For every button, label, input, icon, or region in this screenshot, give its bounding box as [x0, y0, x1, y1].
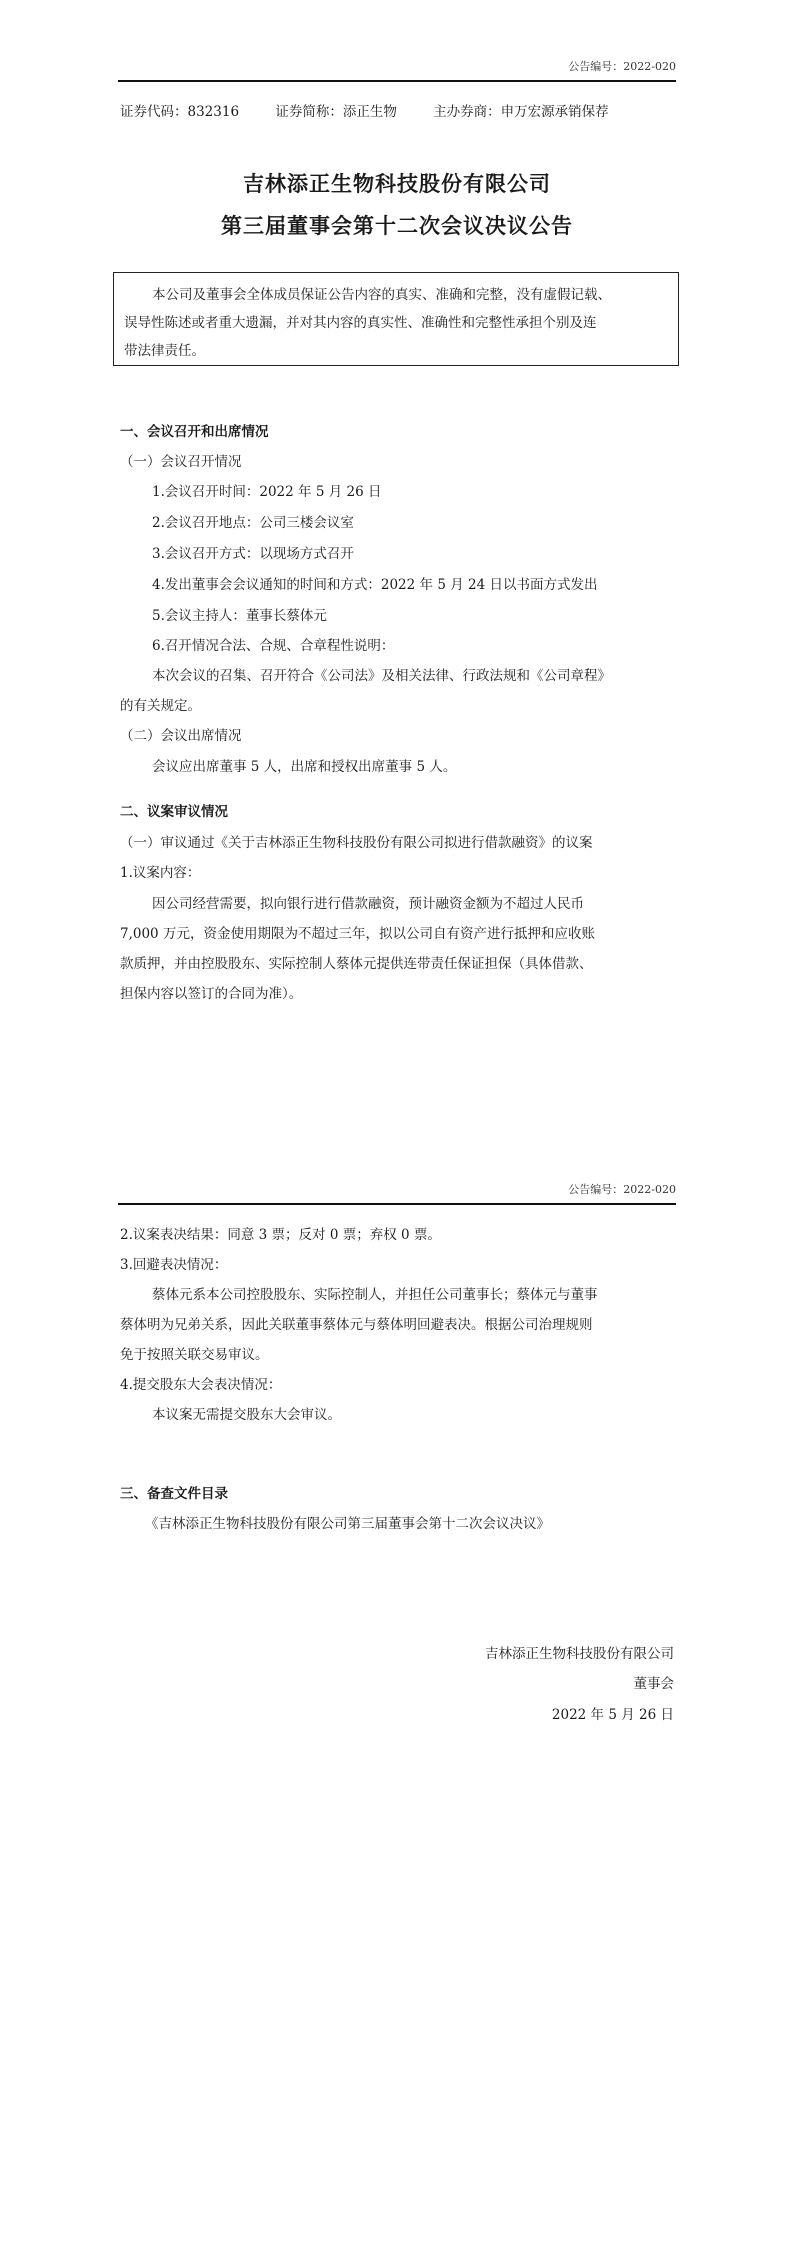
section3-heading: 三、备查文件目录 — [120, 1486, 228, 1502]
recusal-line: 蔡体明为兄弟关系，因此关联董事蔡体元与蔡体明回避表决。根据公司治理规则 — [120, 1317, 593, 1333]
motion-content-label: 1.议案内容： — [120, 865, 201, 881]
section1-heading: 一、会议召开和出席情况 — [120, 424, 269, 440]
motion-content-line: 款质押，并由控股股东、实际控制人蔡体元提供连带责任保证担保（具体借款、 — [120, 956, 593, 972]
meeting-host: 5.会议主持人：董事长蔡体元 — [152, 608, 327, 624]
signature-company: 吉林添正生物科技股份有限公司 — [485, 1646, 674, 1662]
compliance-label: 6.召开情况合法、合规、合章程性说明： — [152, 638, 395, 654]
signature-board: 董事会 — [633, 1676, 674, 1692]
compliance-text: 本次会议的召集、召开符合《公司法》及相关法律、行政法规和《公司章程》 — [152, 668, 611, 684]
security-code: 证券代码：832316 — [120, 104, 240, 120]
meeting-method: 3.会议召开方式：以现场方式召开 — [152, 546, 354, 562]
header-rule — [118, 80, 676, 82]
meeting-time: 1.会议召开时间：2022 年 5 月 26 日 — [152, 484, 382, 500]
section1-sub1: （一）会议召开情况 — [120, 454, 242, 470]
reference-document: 《吉林添正生物科技股份有限公司第三届董事会第十二次会议决议》 — [145, 1516, 550, 1532]
header-rule — [118, 1203, 676, 1205]
motion-title: （一）审议通过《关于吉林添正生物科技股份有限公司拟进行借款融资》的议案 — [120, 835, 593, 851]
motion-content-line: 因公司经营需要，拟向银行进行借款融资，预计融资金额为不超过人民币 — [152, 896, 584, 912]
shareholder-label: 4.提交股东大会表决情况： — [120, 1377, 282, 1393]
recusal-line: 免于按照关联交易审议。 — [120, 1347, 269, 1363]
meeting-location: 2.会议召开地点：公司三楼会议室 — [152, 515, 354, 531]
announcement-number: 公告编号：2022-020 — [568, 1183, 676, 1196]
recusal-label: 3.回避表决情况： — [120, 1257, 228, 1273]
page-2 — [0, 1170, 794, 2246]
company-title: 吉林添正生物科技股份有限公司 — [243, 172, 551, 196]
disclaimer-line: 带法律责任。 — [124, 343, 205, 359]
announcement-number: 公告编号：2022-020 — [568, 60, 676, 73]
compliance-text-cont: 的有关规定。 — [120, 698, 201, 714]
securities-info — [120, 100, 641, 120]
vote-result: 2.议案表决结果：同意 3 票；反对 0 票；弃权 0 票。 — [120, 1227, 441, 1243]
disclaimer-line: 本公司及董事会全体成员保证公告内容的真实、准确和完整，没有虚假记载、 — [152, 287, 611, 303]
motion-content-line: 7,000 万元，资金使用期限为不超过三年，拟以公司自有资产进行抵押和应收账 — [120, 926, 595, 942]
recusal-line: 蔡体元系本公司控股股东、实际控制人，并担任公司董事长；蔡体元与董事 — [152, 1287, 598, 1303]
disclaimer-box — [113, 272, 679, 366]
shareholder-text: 本议案无需提交股东大会审议。 — [152, 1407, 341, 1423]
section2-heading: 二、议案审议情况 — [120, 804, 228, 820]
security-short-name: 证券简称：添正生物 — [275, 104, 397, 120]
attendance-text: 会议应出席董事 5 人，出席和授权出席董事 5 人。 — [152, 759, 457, 775]
announcement-title: 第三届董事会第十二次会议决议公告 — [221, 214, 573, 238]
signature-date: 2022 年 5 月 26 日 — [551, 1707, 674, 1723]
section1-sub2: （二）会议出席情况 — [120, 728, 242, 744]
sponsor-broker: 主办券商：申万宏源承销保荐 — [433, 104, 609, 120]
notice-method: 4.发出董事会会议通知的时间和方式：2022 年 5 月 24 日以书面方式发出 — [152, 577, 598, 593]
motion-content-line: 担保内容以签订的合同为准）。 — [120, 986, 303, 1002]
disclaimer-line: 误导性陈述或者重大遗漏，并对其内容的真实性、准确性和完整性承担个别及连 — [124, 315, 597, 331]
